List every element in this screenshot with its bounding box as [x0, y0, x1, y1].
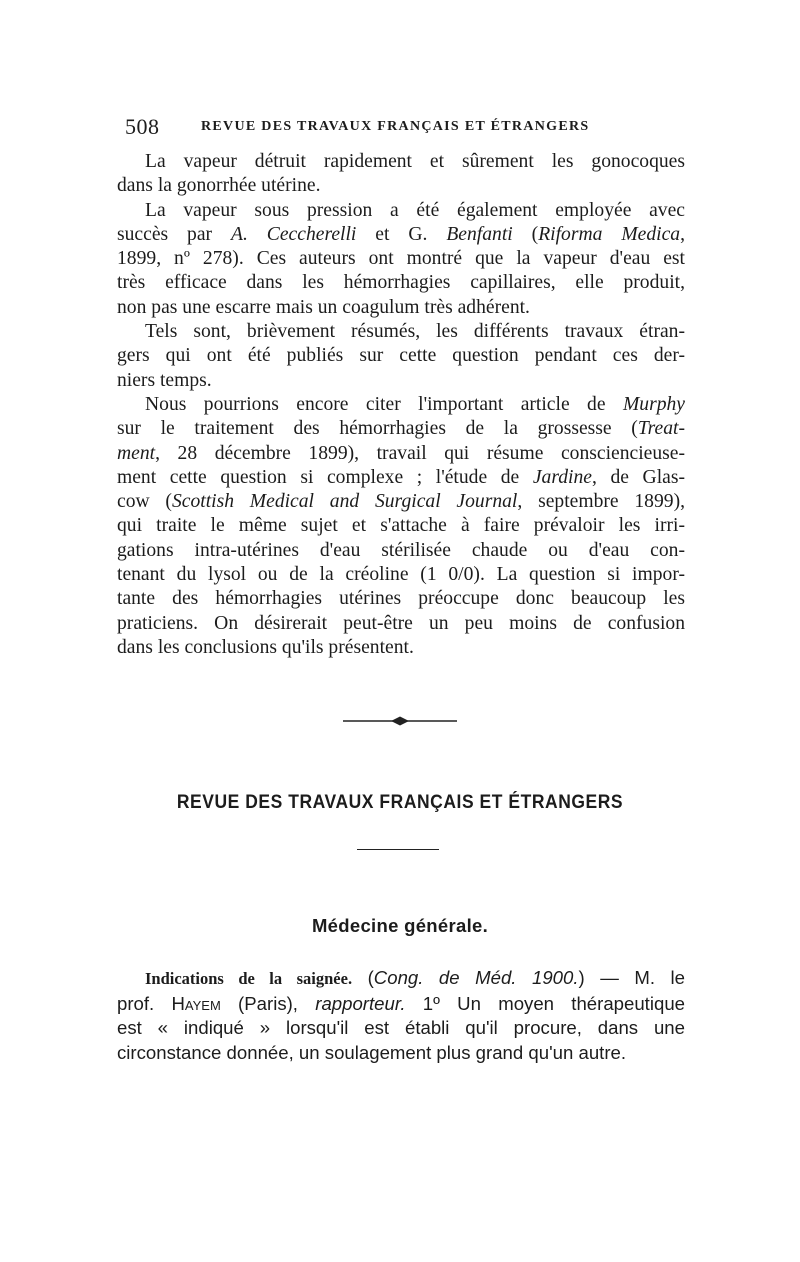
- text-line: La vapeur détruit rapidement et sûrement les gonocoques: [145, 151, 685, 172]
- journal-title: Riforma Medica: [538, 223, 681, 245]
- text-line: Nous pourrions encore citer l'important article de Murphy: [145, 393, 685, 415]
- paragraph-references: [117, 393, 685, 660]
- text-line: niers temps.: [117, 369, 212, 391]
- text-line: sur le traitement des hémorrhagies de la grossesse (Treat-: [117, 418, 685, 440]
- page-number: 508: [125, 114, 160, 139]
- text-line: ment, 28 décembre 1899), travail qui résume consciencieuse-: [117, 442, 685, 464]
- text-line: est « indiqué » lorsqu'il est établi qu'il procure, dans une: [117, 1017, 685, 1038]
- running-title: REVUE DES TRAVAUX FRANÇAIS ET ÉTRANGERS: [201, 119, 590, 134]
- author-name: Murphy: [622, 393, 685, 415]
- text-line: qui traite le même sujet et s'attache à faire prévaloir les irri-: [117, 515, 685, 537]
- text-line: tenant du lysol ou de la créoline (1 0/0). La question si impor-: [117, 564, 685, 586]
- paragraph-summary: [117, 320, 685, 393]
- divider: [357, 849, 439, 850]
- text-line: gations intra-utérines d'eau stérilisée chaude ou d'eau con-: [117, 539, 685, 561]
- journal-title: ment: [117, 442, 156, 464]
- journal-title: Treat-: [637, 418, 685, 440]
- text-line: gers qui ont été publiés sur cette question pendant ces der-: [117, 345, 685, 367]
- text-line: non pas une escarre mais un coagulum très adhérent.: [117, 296, 530, 318]
- text-line: praticiens. On désirerait peut-être un peu moins de confusion: [117, 612, 685, 634]
- ornamental-rule: [343, 714, 457, 728]
- text-line: succès par A. Ceccherelli et G. Benfanti (Riforma Medica,: [117, 223, 685, 245]
- text-line: très efficace dans les hémorrhagies capillaires, elle produit,: [117, 272, 685, 294]
- paragraph-steam-gonococci: [117, 150, 685, 199]
- subsection-heading: Médecine générale.: [311, 915, 489, 936]
- text-line: La vapeur sous pression a été également employée avec: [145, 199, 685, 221]
- text-line: dans la gonorrhée utérine.: [117, 175, 321, 197]
- text-line: prof. Hayem (Paris), rapporteur. 1º Un moyen thérapeutique: [117, 992, 686, 1014]
- section-heading: REVUE DES TRAVAUX FRANÇAIS ET ÉTRANGERS: [176, 792, 624, 813]
- text-line: Indications de la saignée. (Cong. de Méd. 1900.) — M. le: [145, 967, 685, 988]
- text-line: 1899, nº 278). Ces auteurs ont montré que la vapeur d'eau est: [117, 248, 685, 270]
- author-name: Jardine: [532, 466, 592, 488]
- author-name: A. Ceccherelli: [231, 223, 357, 245]
- text-line: Tels sont, brièvement résumés, les différents travaux étran-: [145, 321, 685, 343]
- body-text-top: [117, 150, 685, 660]
- citation: Cong. de Méd. 1900.: [373, 967, 579, 988]
- text-line: dans les conclusions qu'ils présentent.: [117, 636, 414, 658]
- ornament-diamond: [391, 717, 409, 726]
- body-text-bottom: [117, 966, 685, 1065]
- author-name: Benfanti: [446, 223, 513, 245]
- text-line: tante des hémorrhagies utérines préoccupe donc beaucoup les: [117, 588, 685, 610]
- entry-heading: Indications de la saignée.: [145, 969, 353, 988]
- text-line: ment cette question si complexe ; l'étude de Jardine, de Glas-: [117, 466, 685, 488]
- journal-title: Scottish Medical and Surgical Journal: [171, 491, 518, 513]
- text-line: cow (Scottish Medical and Surgical Journal, septembre 1899),: [117, 491, 685, 513]
- paragraph-steam-pressure: [117, 199, 685, 320]
- text-line: circonstance donnée, un soulagement plus grand qu'un autre.: [117, 1041, 627, 1063]
- role-label: rapporteur.: [315, 992, 406, 1014]
- running-head: [125, 114, 645, 142]
- author-name: Hayem: [171, 992, 221, 1014]
